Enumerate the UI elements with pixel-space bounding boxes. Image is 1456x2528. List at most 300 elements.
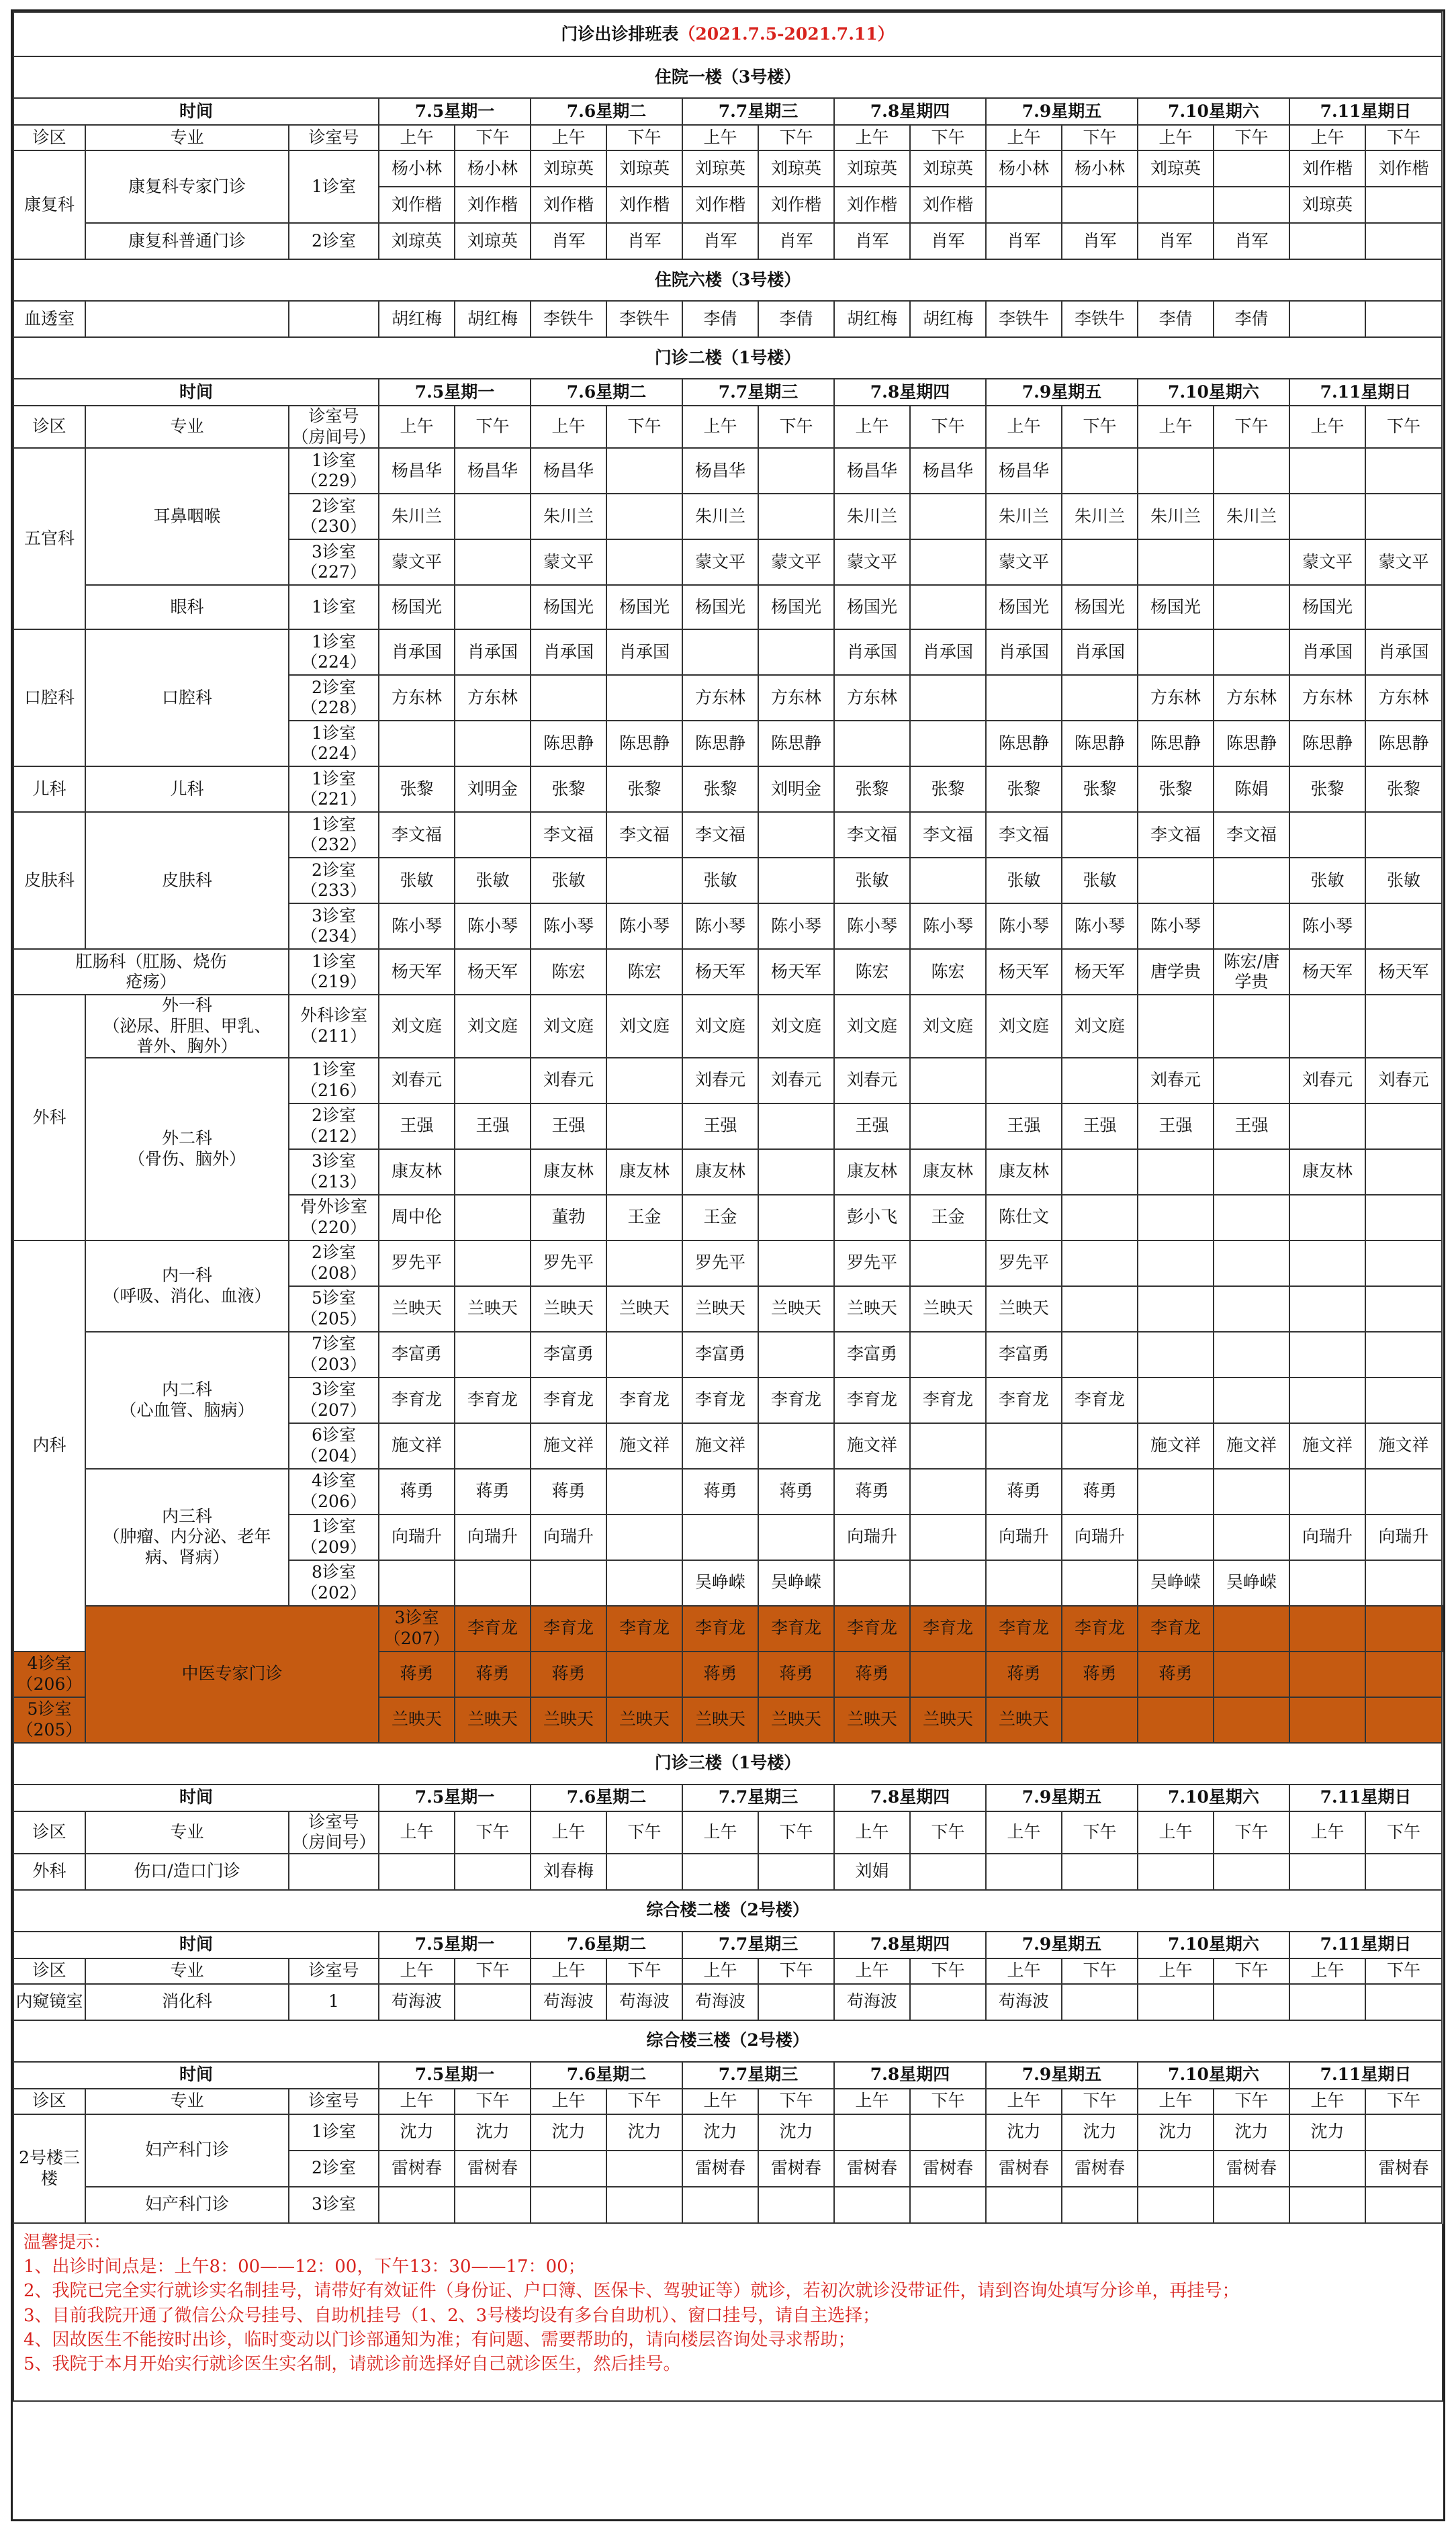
room-cell: 5诊室 （205）: [289, 1286, 379, 1332]
zone-cell: 康复科: [13, 150, 85, 259]
doctor-cell: [1365, 1697, 1442, 1743]
specialty-header: 专业: [85, 1958, 289, 1984]
doctor-cell: 肖军: [1062, 223, 1138, 259]
doctor-cell: [1289, 995, 1365, 1058]
day-header: 7.9星期五: [986, 1785, 1138, 1811]
day-header: 7.10星期六: [1138, 1932, 1289, 1958]
section-title-row: [13, 56, 1443, 98]
note-line: 4、因故医生不能按时出诊，临时变动以门诊部通知为准；有问题、需要帮助的，请向楼层咨询处寻求帮助；: [24, 2330, 856, 2351]
doctor-cell: 向瑞升: [379, 1515, 455, 1560]
doctor-cell: [1365, 1560, 1442, 1606]
notes-heading: 温馨提示：: [24, 2232, 111, 2253]
doctor-cell: 陈小琴: [682, 903, 758, 949]
doctor-cell: 苟海波: [834, 1984, 910, 2020]
doctor-cell: 王强: [531, 1103, 606, 1149]
doctor-cell: 苟海波: [531, 1984, 606, 2020]
doctor-cell: 蒋勇: [758, 1652, 834, 1697]
am-header: 上午: [834, 406, 910, 448]
doctor-cell: [910, 539, 986, 585]
section-title-row: [13, 337, 1443, 379]
doctor-cell: 张敏: [379, 858, 455, 903]
doctor-cell: 陈思静: [606, 721, 682, 766]
doctor-cell: 肖承国: [606, 629, 682, 675]
doctor-cell: [1365, 223, 1442, 259]
table-row: [13, 301, 1443, 337]
table-row: [13, 1854, 1443, 1890]
room-cell: 2诊室 （230）: [289, 494, 379, 539]
doctor-cell: 陈思静: [758, 721, 834, 766]
specialty-cell: 内二科 （心血管、脑病）: [85, 1332, 289, 1469]
pm-header: 下午: [1365, 125, 1442, 150]
table-row: [13, 1332, 1443, 1378]
doctor-cell: 陈宏: [910, 949, 986, 995]
doctor-cell: 雷树春: [834, 2151, 910, 2187]
doctor-cell: 李文福: [531, 812, 606, 858]
doctor-cell: 张敏: [455, 858, 531, 903]
doctor-cell: 李育龙: [910, 1378, 986, 1423]
doctor-cell: 沈力: [682, 2114, 758, 2151]
doctor-cell: 雷树春: [1214, 2151, 1289, 2187]
pm-header: 下午: [758, 1958, 834, 1984]
am-header: 上午: [531, 1958, 606, 1984]
doctor-cell: 李倩: [1138, 301, 1214, 337]
doctor-cell: [606, 675, 682, 721]
doctor-cell: [682, 629, 758, 675]
doctor-cell: 杨国光: [1062, 585, 1138, 629]
zone-header: 诊区: [13, 406, 85, 448]
doctor-cell: 蒋勇: [682, 1652, 758, 1697]
am-header: 上午: [531, 406, 606, 448]
time-row: [13, 379, 1443, 406]
doctor-cell: 杨天军: [1365, 949, 1442, 995]
doctor-cell: 刘春元: [531, 1058, 606, 1103]
doctor-cell: 方东林: [1138, 675, 1214, 721]
doctor-cell: [1214, 187, 1289, 223]
doctor-cell: 陈小琴: [455, 903, 531, 949]
pm-header: 下午: [1365, 1811, 1442, 1854]
doctor-cell: 肖军: [758, 223, 834, 259]
doctor-cell: 蒋勇: [1062, 1469, 1138, 1515]
doctor-cell: 方东林: [455, 675, 531, 721]
doctor-cell: 杨天军: [1289, 949, 1365, 995]
doctor-cell: [606, 1854, 682, 1890]
doctor-cell: [1062, 812, 1138, 858]
doctor-cell: [1138, 1332, 1214, 1378]
doctor-cell: 陈娟: [1214, 766, 1289, 812]
specialty-header: 专业: [85, 1811, 289, 1854]
doctor-cell: 刘作楷: [758, 187, 834, 223]
time-row: [13, 98, 1443, 125]
specialty-header: 专业: [85, 2089, 289, 2114]
doctor-cell: [455, 1332, 531, 1378]
day-header: 7.7星期三: [682, 1932, 834, 1958]
am-header: 上午: [1289, 125, 1365, 150]
doctor-cell: 施文祥: [531, 1423, 606, 1469]
doctor-cell: [1365, 187, 1442, 223]
doctor-cell: 肖承国: [986, 629, 1062, 675]
doctor-cell: [1214, 1469, 1289, 1515]
doctor-cell: [1138, 1469, 1214, 1515]
doctor-cell: 兰映天: [455, 1286, 531, 1332]
doctor-cell: [834, 2114, 910, 2151]
doctor-cell: [1214, 1515, 1289, 1560]
doctor-cell: [910, 1423, 986, 1469]
day-header: 7.10星期六: [1138, 1785, 1289, 1811]
am-header: 上午: [1289, 2089, 1365, 2114]
doctor-cell: [1289, 448, 1365, 494]
doctor-cell: [531, 1560, 606, 1606]
doctor-cell: [1289, 2187, 1365, 2223]
doctor-cell: [910, 1984, 986, 2020]
notes-box: [13, 2224, 1443, 2402]
am-header: 上午: [682, 406, 758, 448]
doctor-cell: 张敏: [682, 858, 758, 903]
pm-header: 下午: [455, 406, 531, 448]
doctor-cell: [379, 2187, 455, 2223]
doctor-cell: 雷树春: [379, 2151, 455, 2187]
room-cell: 3诊室 （234）: [289, 903, 379, 949]
doctor-cell: 肖军: [986, 223, 1062, 259]
pm-header: 下午: [1062, 1958, 1138, 1984]
zone-header: 诊区: [13, 2089, 85, 2114]
doctor-cell: 蒙文平: [758, 539, 834, 585]
doctor-cell: 沈力: [531, 2114, 606, 2151]
doctor-cell: [682, 2187, 758, 2223]
doctor-cell: [758, 2187, 834, 2223]
doctor-cell: 康友林: [1289, 1149, 1365, 1195]
doctor-cell: [1138, 2187, 1214, 2223]
doctor-cell: 王强: [1138, 1103, 1214, 1149]
day-header: 7.5星期一: [379, 98, 531, 125]
doctor-cell: [1138, 539, 1214, 585]
doctor-cell: 肖承国: [1062, 629, 1138, 675]
room-cell: 1诊室 （232）: [289, 812, 379, 858]
doctor-cell: 杨小林: [986, 150, 1062, 187]
am-header: 上午: [986, 1958, 1062, 1984]
doctor-cell: [455, 812, 531, 858]
doctor-cell: 刘文庭: [986, 995, 1062, 1058]
doctor-cell: 刘春梅: [531, 1854, 606, 1890]
specialty-cell: 耳鼻咽喉: [85, 448, 289, 585]
doctor-cell: 张敏: [531, 858, 606, 903]
time-label: 时间: [13, 2062, 379, 2089]
doctor-cell: 张黎: [986, 766, 1062, 812]
doctor-cell: [1062, 2187, 1138, 2223]
doctor-cell: 杨国光: [834, 585, 910, 629]
doctor-cell: [910, 1469, 986, 1515]
time-label: 时间: [13, 379, 379, 406]
doctor-cell: 王强: [682, 1103, 758, 1149]
doctor-cell: 康友林: [834, 1149, 910, 1195]
doctor-cell: 肖承国: [1289, 629, 1365, 675]
doctor-cell: 刘文庭: [758, 995, 834, 1058]
doctor-cell: [1289, 1103, 1365, 1149]
table-row: [13, 949, 1443, 995]
am-header: 上午: [379, 406, 455, 448]
doctor-cell: 张敏: [1289, 858, 1365, 903]
doctor-cell: [986, 1423, 1062, 1469]
doctor-cell: 蒋勇: [455, 1469, 531, 1515]
doctor-cell: [606, 2151, 682, 2187]
doctor-cell: 李育龙: [986, 1378, 1062, 1423]
doctor-cell: [1365, 812, 1442, 858]
doctor-cell: 陈思静: [1365, 721, 1442, 766]
zone-cell: 口腔科: [13, 629, 85, 766]
doctor-cell: 兰映天: [606, 1286, 682, 1332]
doctor-cell: [1138, 1378, 1214, 1423]
doctor-cell: [1062, 1149, 1138, 1195]
doctor-cell: 刘文庭: [682, 995, 758, 1058]
table-row: [13, 1240, 1443, 1286]
room-cell: 1诊室 （219）: [289, 949, 379, 995]
doctor-cell: 陈小琴: [606, 903, 682, 949]
doctor-cell: 康友林: [682, 1149, 758, 1195]
room-cell: 1诊室 （229）: [289, 448, 379, 494]
specialty-cell: 康复科专家门诊: [85, 150, 289, 223]
doctor-cell: 刘春元: [379, 1058, 455, 1103]
room-cell: 3诊室: [289, 2187, 379, 2223]
specialty-cell: 消化科: [85, 1984, 289, 2020]
doctor-cell: 康友林: [379, 1149, 455, 1195]
doctor-cell: [1365, 494, 1442, 539]
doctor-cell: 刘作楷: [682, 187, 758, 223]
doctor-cell: 李育龙: [758, 1378, 834, 1423]
doctor-cell: 李育龙: [455, 1378, 531, 1423]
section-title-row: [13, 1890, 1443, 1932]
doctor-cell: 陈思静: [1289, 721, 1365, 766]
doctor-cell: 雷树春: [682, 2151, 758, 2187]
doctor-cell: [1062, 1697, 1138, 1743]
room-cell: 2诊室 （228）: [289, 675, 379, 721]
doctor-cell: [1138, 187, 1214, 223]
pm-header: 下午: [1365, 2089, 1442, 2114]
doctor-cell: 蒙文平: [1365, 539, 1442, 585]
am-header: 上午: [1138, 1958, 1214, 1984]
doctor-cell: 李育龙: [834, 1606, 910, 1652]
am-header: 上午: [1138, 406, 1214, 448]
doctor-cell: 向瑞升: [1365, 1515, 1442, 1560]
doctor-cell: [1289, 1378, 1365, 1423]
doctor-cell: [758, 1332, 834, 1378]
doctor-cell: 杨天军: [455, 949, 531, 995]
doctor-cell: [606, 858, 682, 903]
title-date-range: （2021.7.5-2021.7.11）: [678, 24, 895, 44]
doctor-cell: [1365, 2114, 1442, 2151]
doctor-cell: [1365, 1606, 1442, 1652]
doctor-cell: [986, 187, 1062, 223]
doctor-cell: 刘文庭: [379, 995, 455, 1058]
day-header: 7.7星期三: [682, 379, 834, 406]
pm-header: 下午: [1365, 406, 1442, 448]
doctor-cell: 李富勇: [531, 1332, 606, 1378]
doctor-cell: [1289, 1240, 1365, 1286]
doctor-cell: 朱川兰: [986, 494, 1062, 539]
day-header: 7.11星期日: [1289, 1932, 1442, 1958]
doctor-cell: 李文福: [1214, 812, 1289, 858]
room-cell: 1诊室: [289, 585, 379, 629]
day-header: 7.8星期四: [834, 1932, 986, 1958]
doctor-cell: 李育龙: [455, 1606, 531, 1652]
doctor-cell: [1214, 1606, 1289, 1652]
doctor-cell: 向瑞升: [1062, 1515, 1138, 1560]
doctor-cell: 李铁牛: [606, 301, 682, 337]
room-cell: 4诊室 （206）: [13, 1652, 85, 1697]
doctor-cell: [1289, 1606, 1365, 1652]
day-header: 7.5星期一: [379, 2062, 531, 2089]
doctor-cell: 蒋勇: [379, 1652, 455, 1697]
doctor-cell: 刘春元: [1365, 1058, 1442, 1103]
doctor-cell: [455, 539, 531, 585]
schedule-table: [13, 11, 1443, 2224]
doctor-cell: [758, 1149, 834, 1195]
doctor-cell: [1289, 301, 1365, 337]
doctor-cell: 罗先平: [834, 1240, 910, 1286]
doctor-cell: [1365, 2187, 1442, 2223]
doctor-cell: [910, 1652, 986, 1697]
section-title: 住院一楼（3号楼）: [13, 56, 1442, 98]
doctor-cell: [1365, 1469, 1442, 1515]
doctor-cell: [834, 2187, 910, 2223]
doctor-cell: 刘琼英: [1138, 150, 1214, 187]
pm-header: 下午: [758, 406, 834, 448]
doctor-cell: 张黎: [1289, 766, 1365, 812]
doctor-cell: 蒋勇: [758, 1469, 834, 1515]
am-header: 上午: [1289, 406, 1365, 448]
doctor-cell: 刘作楷: [455, 187, 531, 223]
doctor-cell: 蒋勇: [1138, 1652, 1214, 1697]
doctor-cell: [1214, 1984, 1289, 2020]
doctor-cell: 唐学贵: [1138, 949, 1214, 995]
day-header: 7.6星期二: [531, 1785, 682, 1811]
doctor-cell: 张敏: [986, 858, 1062, 903]
doctor-cell: 肖军: [682, 223, 758, 259]
column-header-row: [13, 1811, 1443, 1854]
doctor-cell: [455, 1058, 531, 1103]
doctor-cell: 杨昌华: [455, 448, 531, 494]
doctor-cell: 陈思静: [1062, 721, 1138, 766]
doctor-cell: [531, 675, 606, 721]
doctor-cell: 施文祥: [1138, 1423, 1214, 1469]
doctor-cell: 李文福: [606, 812, 682, 858]
doctor-cell: [1214, 995, 1289, 1058]
doctor-cell: [1062, 675, 1138, 721]
am-header: 上午: [682, 1958, 758, 1984]
zone-cell: 内窥镜室: [13, 1984, 85, 2020]
doctor-cell: 陈思静: [1138, 721, 1214, 766]
day-header: 7.5星期一: [379, 379, 531, 406]
doctor-cell: 蒋勇: [834, 1469, 910, 1515]
table-row: [13, 1984, 1443, 2020]
doctor-cell: 兰映天: [910, 1697, 986, 1743]
doctor-cell: 刘娟: [834, 1854, 910, 1890]
table-row: [13, 2114, 1443, 2151]
doctor-cell: [606, 448, 682, 494]
doctor-cell: [1062, 539, 1138, 585]
room-cell: 2诊室: [289, 2151, 379, 2187]
am-header: 上午: [682, 1811, 758, 1854]
doctor-cell: 李育龙: [910, 1606, 986, 1652]
doctor-cell: 陈小琴: [1062, 903, 1138, 949]
pm-header: 下午: [1062, 2089, 1138, 2114]
doctor-cell: 陈仕文: [986, 1195, 1062, 1240]
doctor-cell: 李富勇: [379, 1332, 455, 1378]
day-header: 7.10星期六: [1138, 98, 1289, 125]
doctor-cell: 施文祥: [379, 1423, 455, 1469]
day-header: 7.9星期五: [986, 1932, 1138, 1958]
doctor-cell: [1365, 903, 1442, 949]
doctor-cell: [455, 1854, 531, 1890]
column-header-row: [13, 406, 1443, 448]
doctor-cell: 杨国光: [531, 585, 606, 629]
doctor-cell: 李文福: [379, 812, 455, 858]
doctor-cell: 方东林: [758, 675, 834, 721]
doctor-cell: 刘琼英: [834, 150, 910, 187]
doctor-cell: 李文福: [986, 812, 1062, 858]
doctor-cell: [682, 1515, 758, 1560]
doctor-cell: 杨国光: [1289, 585, 1365, 629]
zone-cell: 内科: [13, 1240, 85, 1652]
doctor-cell: 肖军: [606, 223, 682, 259]
doctor-cell: 李富勇: [986, 1332, 1062, 1378]
room-cell: 3诊室 （227）: [289, 539, 379, 585]
doctor-cell: 杨昌华: [834, 448, 910, 494]
pm-header: 下午: [455, 125, 531, 150]
section-title: 综合楼二楼（2号楼）: [13, 1890, 1442, 1932]
room-cell: 3诊室 （207）: [289, 1378, 379, 1423]
doctor-cell: [1289, 1560, 1365, 1606]
pm-header: 下午: [758, 1811, 834, 1854]
doctor-cell: 彭小飞: [834, 1195, 910, 1240]
day-header: 7.5星期一: [379, 1785, 531, 1811]
doctor-cell: 方东林: [1365, 675, 1442, 721]
doctor-cell: [1214, 1149, 1289, 1195]
specialty-cell: 外二科 （骨伤、脑外）: [85, 1058, 289, 1240]
zone-cell: 血透室: [13, 301, 85, 337]
doctor-cell: 吴峥嵘: [758, 1560, 834, 1606]
am-header: 上午: [986, 125, 1062, 150]
room-cell: 3诊室 （207）: [379, 1606, 455, 1652]
day-header: 7.11星期日: [1289, 379, 1442, 406]
doctor-cell: 肖军: [834, 223, 910, 259]
doctor-cell: [1214, 1286, 1289, 1332]
day-header: 7.11星期日: [1289, 98, 1442, 125]
zone-header: 诊区: [13, 125, 85, 150]
pm-header: 下午: [1214, 1958, 1289, 1984]
day-header: 7.9星期五: [986, 379, 1138, 406]
doctor-cell: [1214, 1697, 1289, 1743]
pm-header: 下午: [910, 1958, 986, 1984]
room-cell: 2诊室 （212）: [289, 1103, 379, 1149]
doctor-cell: 沈力: [455, 2114, 531, 2151]
doctor-cell: 兰映天: [606, 1697, 682, 1743]
doctor-cell: 向瑞升: [986, 1515, 1062, 1560]
doctor-cell: [606, 2187, 682, 2223]
doctor-cell: 王强: [455, 1103, 531, 1149]
table-row: [13, 766, 1443, 812]
doctor-cell: 陈小琴: [986, 903, 1062, 949]
am-header: 上午: [834, 1958, 910, 1984]
doctor-cell: [1214, 629, 1289, 675]
doctor-cell: 肖承国: [910, 629, 986, 675]
schedule-sheet: [11, 9, 1445, 2521]
doctor-cell: 兰映天: [986, 1286, 1062, 1332]
doctor-cell: [1289, 812, 1365, 858]
doctor-cell: 陈思静: [531, 721, 606, 766]
day-header: 7.6星期二: [531, 98, 682, 125]
doctor-cell: 张黎: [1365, 766, 1442, 812]
doctor-cell: 雷树春: [1062, 2151, 1138, 2187]
doctor-cell: 朱川兰: [682, 494, 758, 539]
